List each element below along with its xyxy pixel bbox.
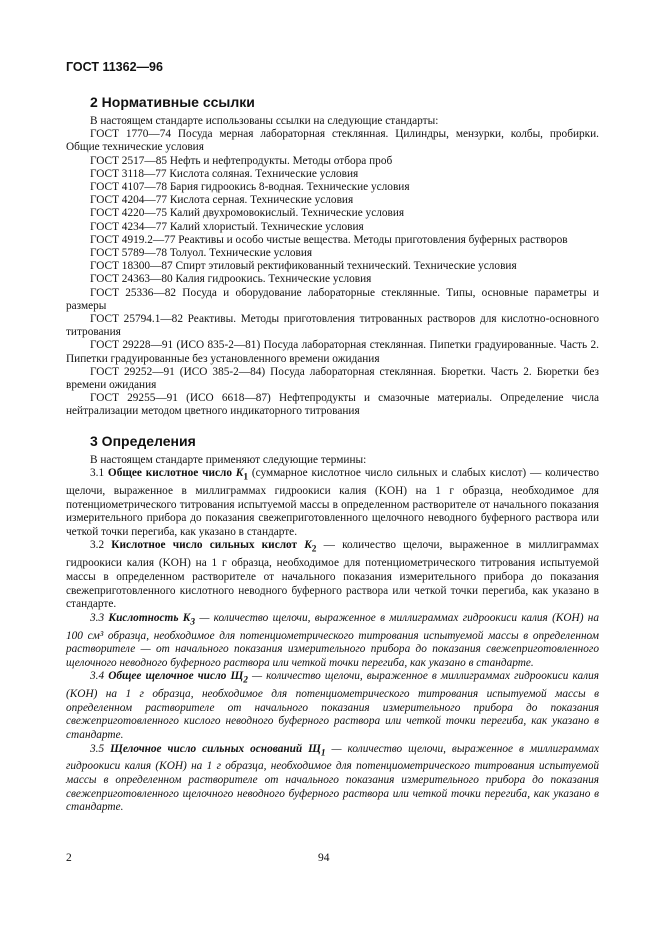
reference-item: ГОСТ 24363—80 Калия гидроокись. Технические условия xyxy=(90,273,372,286)
reference-item: ГОСТ 1770—74 Посуда мерная лабораторная стеклянная. Цилиндры, мензурки, колбы, пробирки. Общие технические условия xyxy=(66,128,599,154)
reference-item: ГОСТ 4919.2—77 Реактивы и особо чистые вещества. Методы приготовления буферных растворов xyxy=(90,233,568,246)
definition-subscript: 2 xyxy=(311,544,317,555)
reference-item: ГОСТ 29255—91 (ИСО 6618—87) Нефтепродукты и смазочные материалы. Определение числа нейтрализации методом цветного индикаторного титрования xyxy=(66,392,599,418)
reference-item: ГОСТ 18300—87 Спирт этиловый ректификованный технический. Технические условия xyxy=(90,260,517,273)
definition-3-3 xyxy=(66,612,599,671)
reference-item: ГОСТ 3118—77 Кислота соляная. Технические условия xyxy=(90,167,359,180)
reference-item: ГОСТ 2517—85 Нефть и нефтепродукты. Методы отбора проб xyxy=(90,154,393,167)
page-number-left: 2 xyxy=(66,852,72,864)
reference-item: ГОСТ 29252—91 (ИСО 385-2—84) Посуда лабораторная стеклянная. Бюретки. Часть 2. Бюретки без времени ожидания xyxy=(66,365,599,392)
section-3 xyxy=(66,433,599,815)
reference-item: ГОСТ 4234—77 Калий хлористый. Технические условия xyxy=(90,220,364,233)
document-page xyxy=(66,60,599,815)
definition-symbol: K xyxy=(304,539,312,552)
reference-item: ГОСТ 29228—91 (ИСО 835-2—81) Посуда лабораторная стеклянная. Пипетки градуированные. Часть 2. Пипетки градуированные без установленного времени ожидания xyxy=(66,339,599,365)
definition-3-4 xyxy=(66,670,599,742)
definition-symbol: K xyxy=(182,611,191,624)
definition-subscript: 1 xyxy=(320,747,326,758)
definition-symbol: Щ xyxy=(230,670,244,683)
standard-header: ГОСТ 11362—96 xyxy=(66,60,163,74)
definition-number: 3.2 xyxy=(90,539,105,552)
references-intro: В настоящем стандарте использованы ссылки на следующие стандарты: xyxy=(90,115,439,127)
references-list xyxy=(66,115,599,419)
definition-number: 3.3 xyxy=(90,611,105,624)
definition-term: Общее щелочное число xyxy=(108,670,227,683)
definition-text: — количество щелочи, выраженное в миллиграммах гидроокиси калия (KOH) на 1 г образца, необходимое для потенциометрического титрования испытуемой массы в определенном растворителе от начального показания измерительного прибора до показания свежеприготовленного кислотного неводного буферного раствора или четкой точки перегиба, как указано в стандарте. xyxy=(66,539,600,611)
reference-item: ГОСТ 4204—77 Кислота серная. Технические условия xyxy=(90,194,354,207)
definition-term: Кислотность xyxy=(108,611,179,624)
definition-3-2 xyxy=(66,539,599,611)
definition-3-1 xyxy=(66,467,599,539)
definition-text: — количество щелочи, выраженное в миллиграммах гидроокиси калия (KOH) на 1 г образца, необходимое для потенциометрического титрования испытуемой массы в определенном растворителе от начального показания измерительного прибора до показания свежеприготовленного кислого неводного буферного раствора или четкой точки перегиба, как указано в стандарте. xyxy=(66,670,599,741)
definition-subscript: 3 xyxy=(190,616,196,627)
definition-subscript: 2 xyxy=(243,675,248,686)
section-2-title: 2 Нормативные ссылки xyxy=(90,94,255,110)
reference-item: ГОСТ 4220—75 Калий двухромовокислый. Технические условия xyxy=(90,207,405,220)
reference-item: ГОСТ 25794.1—82 Реактивы. Методы приготовления титрованных растворов для кислотно-основного титрования xyxy=(66,313,599,339)
definition-symbol: K xyxy=(235,467,244,480)
definition-term: Кислотное число сильных кислот xyxy=(111,539,298,552)
definition-subscript: 1 xyxy=(243,472,249,483)
reference-item: ГОСТ 4107—78 Бария гидроокись 8-водная. Технические условия xyxy=(90,181,410,194)
definition-3-5 xyxy=(66,743,599,815)
reference-item: ГОСТ 5789—78 Толуол. Технические условия xyxy=(90,247,313,260)
definitions-intro: В настоящем стандарте применяют следующие термины: xyxy=(90,453,367,466)
reference-item: ГОСТ 25336—82 Посуда и оборудование лабораторные стеклянные. Типы, основные параметры и размеры xyxy=(66,286,599,312)
definition-number: 3.5 xyxy=(90,742,105,755)
definition-text: — количество щелочи, выраженное в миллиграммах гидроокиси калия (KOH) на 100 см³ образца, необходимое для потенциометрического титрования испытуемой массы в определенном растворителе — от начального показания измерительного прибора до показания свежеприготовленного щелочного неводного буферного раствора или четкой точки перегиба, как указано в стандарте. xyxy=(66,611,600,669)
definition-text: (суммарное кислотное число сильных и слабых кислот) — количество щелочи, выраженное в миллиграммах гидроокиси калия (KOH) на 1 г образца, необходимое для потенциометрического титрования испытуемой массы в определенном растворителе от начального показания измерительного прибора до показания свежеприготовленного щелочного неводного буферного раствора или четкой точки перегиба, как указано в стандарте. xyxy=(66,467,599,538)
page-number-center: 94 xyxy=(318,852,330,864)
definition-number: 3.4 xyxy=(90,670,105,683)
definition-text: — количество щелочи, выраженное в миллиграммах гидроокиси калия (KOH) на 1 г образца, необходимое для потенциометрического титрования испытуемой массы в определенном растворителе от начального показания измерительного прибора до показания свежеприготовленного щелочного неводного буферного раствора или четкой точки перегиба, как указано в стандарте. xyxy=(66,742,600,814)
definition-symbol: Щ xyxy=(308,742,321,755)
definition-term: Общее кислотное число xyxy=(107,467,232,480)
definition-term: Щелочное число сильных оснований xyxy=(110,742,303,755)
definition-number: 3.1 xyxy=(90,467,105,480)
section-3-title: 3 Определения xyxy=(90,432,196,449)
